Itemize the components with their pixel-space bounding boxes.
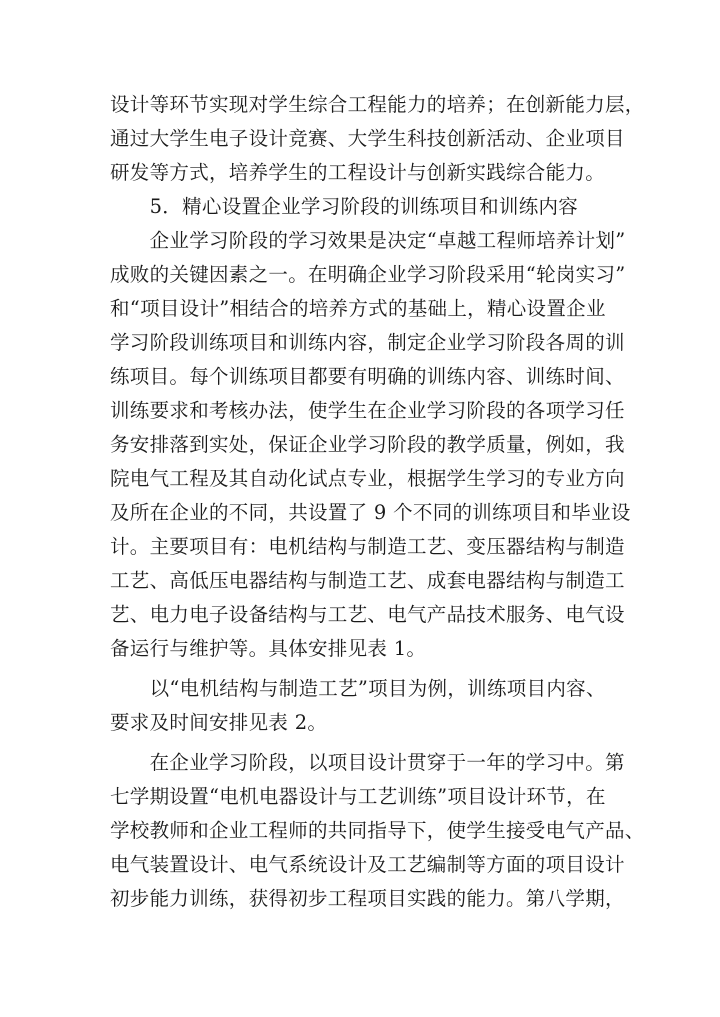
text-line: 在企业学习阶段，以项目设计贯穿于一年的学习中。第 <box>110 751 625 774</box>
text-line: 艺、电力电子设备结构与工艺、电气产品技术服务、电气设 <box>110 603 625 626</box>
text-line: 和“项目设计”相结合的培养方式的基础上，精心设置企业 <box>110 297 606 320</box>
text-line: 学校教师和企业工程师的共同指导下，使学生接受电气产品、 <box>110 819 645 842</box>
text-line: 练项目。每个训练项目都要有明确的训练内容、训练时间、 <box>110 365 625 388</box>
text-line: 院电气工程及其自动化试点专业，根据学生学习的专业方向 <box>110 467 625 490</box>
text-line: 及所在企业的不同，共设置了 9 个不同的训练项目和毕业设 <box>110 501 631 524</box>
text-line: 研发等方式，培养学生的工程设计与创新实践综合能力。 <box>110 161 606 184</box>
text-line: 通过大学生电子设计竞赛、大学生科技创新活动、企业项目 <box>110 127 625 150</box>
text-line: 成败的关键因素之一。在明确企业学习阶段采用“轮岗实习” <box>110 263 626 286</box>
text-line: 工艺、高低压电器结构与制造工艺、成套电器结构与制造工 <box>110 569 625 592</box>
text-line: 设计等环节实现对学生综合工程能力的培养；在创新能力层， <box>110 93 645 116</box>
text-line: 训练要求和考核办法，使学生在企业学习阶段的各项学习任 <box>110 399 625 422</box>
text-line: 计。主要项目有：电机结构与制造工艺、变压器结构与制造 <box>110 535 625 558</box>
text-line: 企业学习阶段的学习效果是决定“卓越工程师培养计划” <box>110 229 626 252</box>
text-line: 电气装置设计、电气系统设计及工艺编制等方面的项目设计 <box>110 853 625 876</box>
text-line: 以“电机结构与制造工艺”项目为例，训练项目内容、 <box>110 677 606 700</box>
text-line: 要求及时间安排见表 2。 <box>110 711 328 734</box>
section-heading: 5．精心设置企业学习阶段的训练项目和训练内容 <box>110 195 579 218</box>
text-line: 备运行与维护等。具体安排见表 1。 <box>110 637 427 660</box>
text-line: 初步能力训练，获得初步工程项目实践的能力。第八学期， <box>110 887 625 910</box>
text-line: 务安排落到实处，保证企业学习阶段的教学质量，例如，我 <box>110 433 625 456</box>
text-line: 七学期设置“电机电器设计与工艺训练”项目设计环节，在 <box>110 785 606 808</box>
text-line: 学习阶段训练项目和训练内容，制定企业学习阶段各周的训 <box>110 331 625 354</box>
